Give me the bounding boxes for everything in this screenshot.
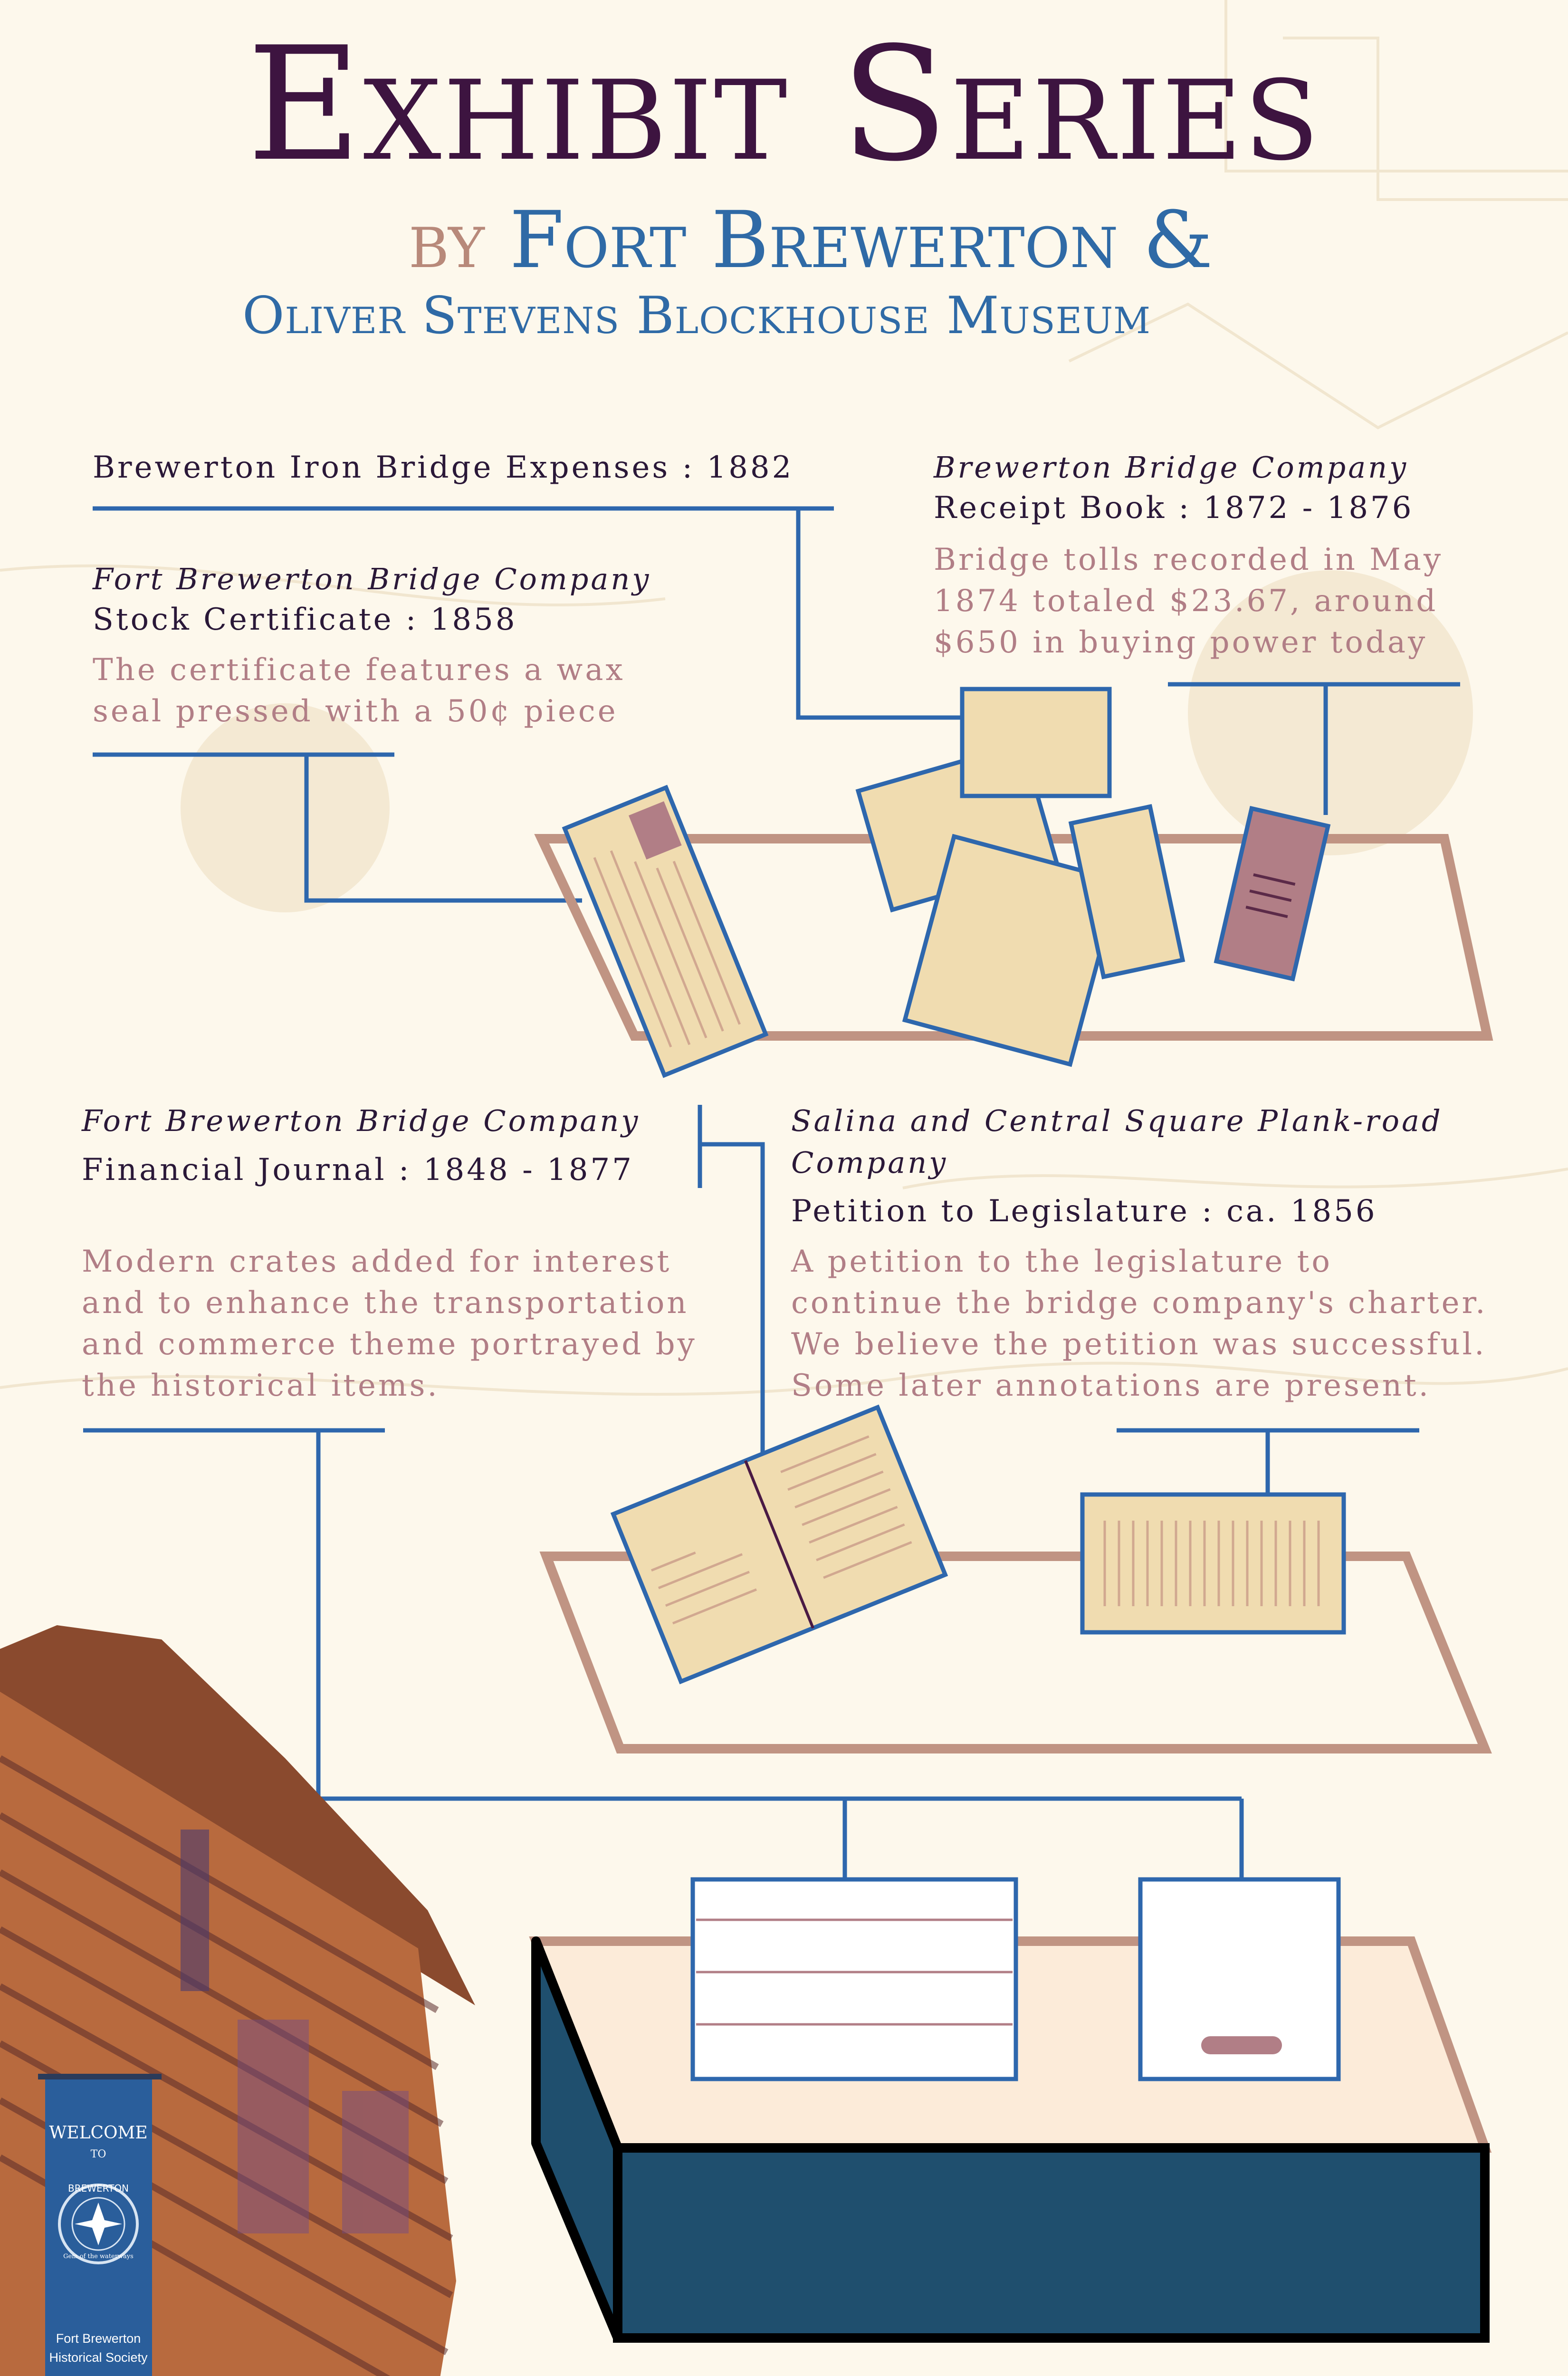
banner-society-line-1: Fort Brewerton xyxy=(56,2331,141,2346)
iron-bridge-item-label: Brewerton Iron Bridge Expenses : 1882 xyxy=(93,450,794,485)
crates-note-line: and to enhance the transportation xyxy=(82,1285,689,1321)
stock-certificate-item-label: Stock Certificate : 1858 xyxy=(93,602,517,637)
museum-name-first: Fort Brewerton & xyxy=(509,194,1213,286)
petition-description-line: Some later annotations are present. xyxy=(791,1368,1431,1403)
crates-note-line: the historical items. xyxy=(82,1368,440,1403)
petition-company-line: Company xyxy=(791,1145,948,1180)
museum-name-line-2: Oliver Stevens Blockhouse Museum xyxy=(242,286,1151,345)
crate-right xyxy=(1140,1879,1339,2079)
petition-company-label xyxy=(791,1100,1443,1184)
stock-certificate-description xyxy=(93,650,625,732)
by-word: by xyxy=(409,194,485,286)
receipt-book-item-label: Receipt Book : 1872 - 1876 xyxy=(934,490,1414,526)
stock-certificate-description-line: seal pressed with a 50¢ piece xyxy=(93,694,618,729)
petition-company-line: Salina and Central Square Plank-road xyxy=(791,1103,1443,1138)
stock-certificate-company-label: Fort Brewerton Bridge Company xyxy=(93,562,651,596)
blockhouse-image xyxy=(0,1625,475,2376)
crates-note-line: Modern crates added for interest xyxy=(82,1244,672,1279)
petition-description-line: We believe the petition was successful. xyxy=(791,1327,1487,1362)
crate-handle xyxy=(1201,2036,1282,2054)
receipt-book-company-label: Brewerton Bridge Company xyxy=(934,450,1409,485)
banner-seal-motto: Gem of the waterways xyxy=(63,2253,134,2260)
petition-description xyxy=(791,1241,1487,1407)
banner-society-line-2: Historical Society xyxy=(49,2350,148,2365)
connector-journal-petition xyxy=(700,1105,763,1473)
petition-document xyxy=(1082,1495,1344,1632)
banner-welcome-text: WELCOME xyxy=(49,2123,148,2143)
receipt-book-description xyxy=(934,539,1443,663)
receipt-book-description-line: $650 in buying power today xyxy=(934,625,1428,660)
poster-title: Exhibit Series xyxy=(247,13,1321,196)
receipt-book-description-line: 1874 totaled $23.67, around xyxy=(934,584,1438,619)
crate-left xyxy=(693,1879,1016,2079)
petition-description-line: continue the bridge company's charter. xyxy=(791,1285,1488,1321)
petition-description-line: A petition to the legislature to xyxy=(791,1244,1332,1279)
welcome-banner xyxy=(38,2077,162,2376)
stock-certificate-description-line: The certificate features a wax xyxy=(93,652,625,688)
petition-item-label: Petition to Legislature : ca. 1856 xyxy=(791,1194,1377,1229)
financial-journal-item-label: Financial Journal : 1848 - 1877 xyxy=(82,1152,634,1188)
crates-note-description xyxy=(82,1241,697,1407)
financial-journal-company-label: Fort Brewerton Bridge Company xyxy=(82,1103,641,1138)
crate-table-front xyxy=(618,2148,1485,2338)
banner-seal-text: BREWERTON xyxy=(67,2183,129,2194)
crates-note-line: and commerce theme portrayed by xyxy=(82,1327,697,1362)
stock-certificate-document xyxy=(564,787,765,1075)
receipt-book-pages xyxy=(858,689,1183,1064)
banner-to-text: TO xyxy=(90,2148,106,2160)
financial-journal-document xyxy=(613,1407,946,1681)
connector-receipt-book xyxy=(1168,684,1460,815)
receipt-book-description-line: Bridge tolls recorded in May xyxy=(934,542,1444,577)
connector-stock-certificate xyxy=(93,755,582,901)
connector-petition-item xyxy=(1117,1430,1419,1497)
